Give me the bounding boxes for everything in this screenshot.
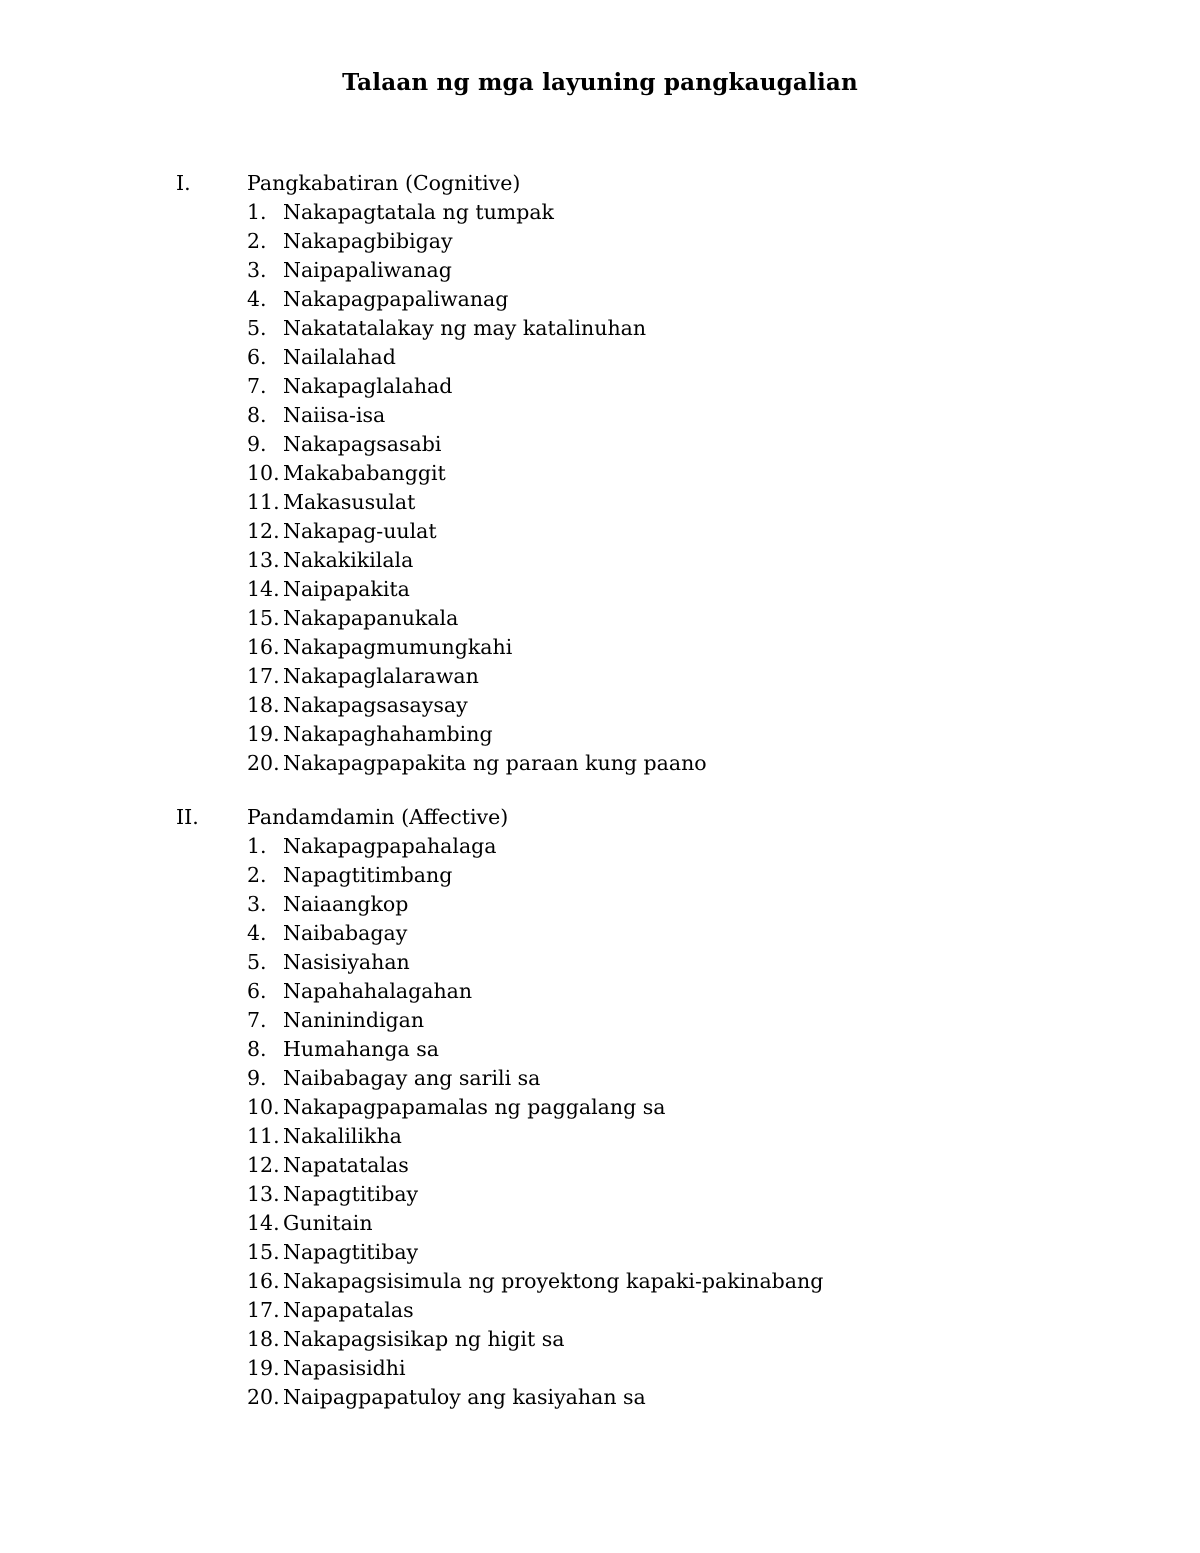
item-text: Nakapagtatala ng tumpak [283,200,554,224]
list-item [176,720,1076,749]
item-text: Napatatalas [283,1153,409,1177]
item-number: 3. [247,892,267,916]
list-item [176,256,1076,285]
item-number: 11. [247,1124,280,1148]
item-text: Nakakikilala [283,548,414,572]
list-item [176,749,1076,778]
item-text: Napasisidhi [283,1356,406,1380]
item-number: 8. [247,403,267,427]
list-item [176,1180,1076,1209]
item-text: Napapatalas [283,1298,414,1322]
list-item [176,1209,1076,1238]
item-text: Naibabagay [283,921,408,945]
item-text: Naipapaliwanag [283,258,452,282]
list-item [176,948,1076,977]
item-text: Nakatatalakay ng may katalinuhan [283,316,647,340]
item-number: 2. [247,863,267,887]
item-text: Naibabagay ang sarili sa [283,1066,541,1090]
item-text: Makababanggit [283,461,446,485]
item-number: 8. [247,1037,267,1061]
item-text: Nakapagpapamalas ng paggalang sa [283,1095,666,1119]
item-text: Naipapakita [283,577,410,601]
item-number: 7. [247,374,267,398]
item-number: 14. [247,1211,280,1235]
item-number: 4. [247,287,267,311]
item-text: Gunitain [283,1211,373,1235]
list-item [176,314,1076,343]
item-number: 14. [247,577,280,601]
list-item [176,1064,1076,1093]
list-item [176,546,1076,575]
section-heading [176,169,1076,198]
list-item [176,1325,1076,1354]
item-number: 5. [247,316,267,340]
objective-list [176,832,1076,1412]
item-number: 16. [247,635,280,659]
list-item [176,890,1076,919]
list-item [176,1122,1076,1151]
list-item [176,459,1076,488]
item-text: Naiaangkop [283,892,409,916]
item-text: Nakapagpapakita ng paraan kung paano [283,751,707,775]
item-number: 1. [247,834,267,858]
item-number: 3. [247,258,267,282]
item-text: Nakapagpapahalaga [283,834,497,858]
list-item [176,1093,1076,1122]
item-text: Nakapaglalarawan [283,664,479,688]
list-item [176,977,1076,1006]
item-text: Naipagpapatuloy ang kasiyahan sa [283,1385,646,1409]
list-item [176,1035,1076,1064]
list-item [176,691,1076,720]
section-affective [176,803,1076,1412]
item-number: 19. [247,722,280,746]
item-text: Nakapagsasabi [283,432,442,456]
item-number: 20. [247,751,280,775]
document-title: Talaan ng mga layuning pangkaugalian [342,69,858,96]
list-item [176,285,1076,314]
item-text: Napagtitimbang [283,863,453,887]
item-number: 2. [247,229,267,253]
item-number: 9. [247,1066,267,1090]
section-heading [176,803,1076,832]
list-item [176,198,1076,227]
list-item [176,1296,1076,1325]
list-item [176,1267,1076,1296]
list-item [176,604,1076,633]
list-item [176,401,1076,430]
item-number: 12. [247,1153,280,1177]
item-text: Naninindigan [283,1008,425,1032]
item-number: 13. [247,1182,280,1206]
item-text: Napahahalagahan [283,979,473,1003]
item-number: 10. [247,1095,280,1119]
item-number: 6. [247,345,267,369]
item-text: Nakapapanukala [283,606,459,630]
list-item [176,919,1076,948]
item-text: Nakapagsisikap ng higit sa [283,1327,565,1351]
item-number: 18. [247,693,280,717]
item-number: 9. [247,432,267,456]
section-title: Pangkabatiran (Cognitive) [247,171,521,195]
list-item [176,1383,1076,1412]
item-text: Nakapaglalahad [283,374,453,398]
item-text: Humahanga sa [283,1037,439,1061]
item-number: 13. [247,548,280,572]
item-number: 4. [247,921,267,945]
item-text: Nailalahad [283,345,396,369]
list-item [176,488,1076,517]
item-text: Makasusulat [283,490,416,514]
item-text: Nakapagbibigay [283,229,453,253]
item-number: 12. [247,519,280,543]
item-number: 17. [247,1298,280,1322]
list-item [176,1354,1076,1383]
item-number: 15. [247,1240,280,1264]
section-numeral: II. [176,805,199,829]
item-number: 17. [247,664,280,688]
item-number: 6. [247,979,267,1003]
list-item [176,633,1076,662]
list-item [176,372,1076,401]
item-number: 5. [247,950,267,974]
item-number: 15. [247,606,280,630]
item-text: Nakapagmumungkahi [283,635,513,659]
item-text: Nakalilikha [283,1124,402,1148]
item-text: Napagtitibay [283,1182,419,1206]
list-item [176,1006,1076,1035]
item-text: Nakapaghahambing [283,722,493,746]
item-number: 18. [247,1327,280,1351]
item-number: 7. [247,1008,267,1032]
item-text: Nakapagsasaysay [283,693,468,717]
section-cognitive [176,169,1076,778]
list-item [176,430,1076,459]
list-item [176,227,1076,256]
item-number: 11. [247,490,280,514]
item-text: Nakapag-uulat [283,519,437,543]
list-item [176,861,1076,890]
item-number: 19. [247,1356,280,1380]
item-number: 10. [247,461,280,485]
list-item [176,517,1076,546]
item-text: Nakapagsisimula ng proyektong kapaki-pakinabang [283,1269,824,1293]
list-item [176,832,1076,861]
item-text: Nakapagpapaliwanag [283,287,509,311]
list-item [176,662,1076,691]
item-text: Nasisiyahan [283,950,410,974]
list-item [176,575,1076,604]
section-title: Pandamdamin (Affective) [247,805,509,829]
section-numeral: I. [176,171,191,195]
list-item [176,343,1076,372]
list-item [176,1238,1076,1267]
item-text: Naiisa-isa [283,403,386,427]
list-item [176,1151,1076,1180]
item-number: 20. [247,1385,280,1409]
item-text: Napagtitibay [283,1240,419,1264]
objective-list [176,198,1076,778]
item-number: 16. [247,1269,280,1293]
item-number: 1. [247,200,267,224]
